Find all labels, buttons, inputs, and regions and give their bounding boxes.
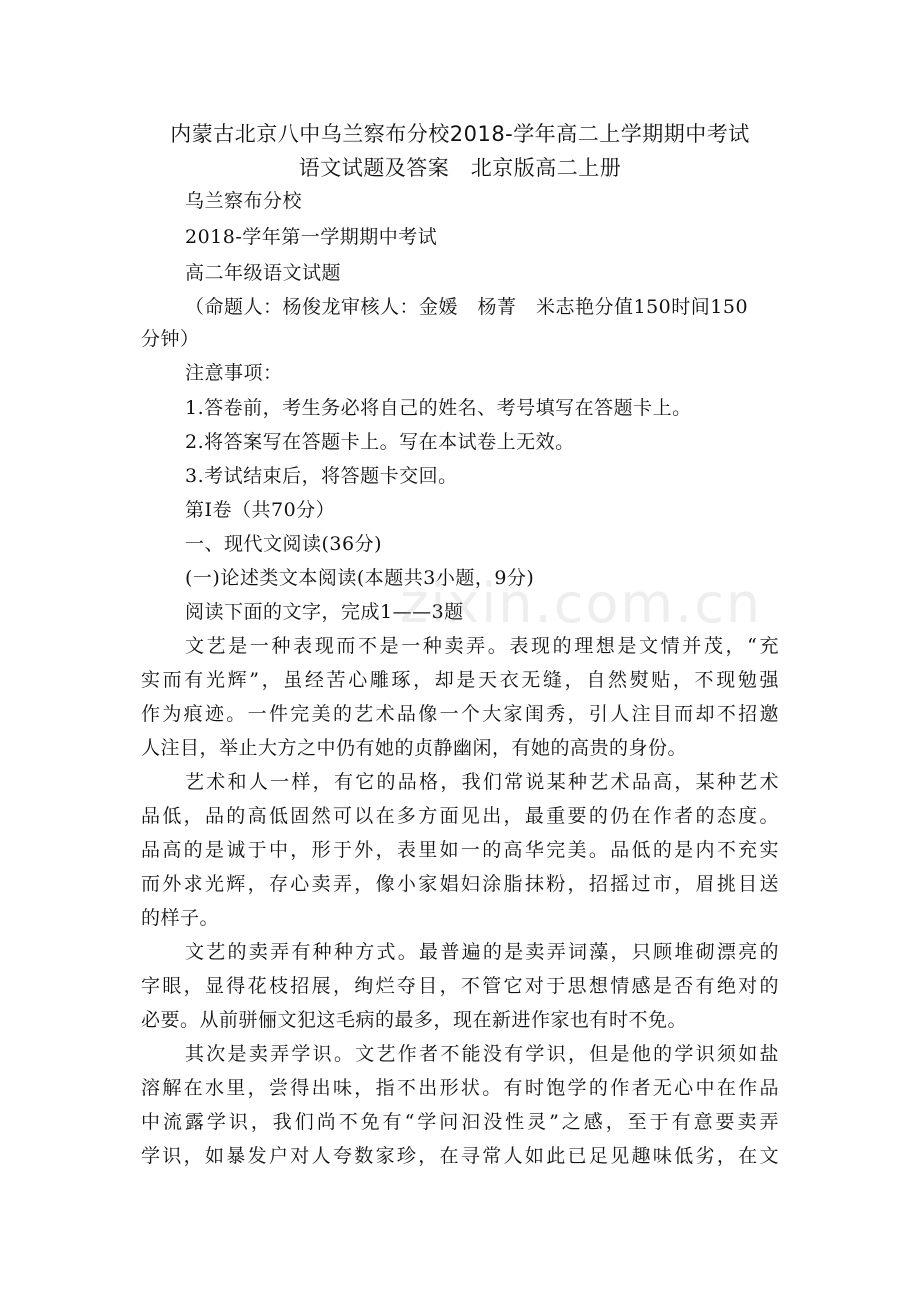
part-heading: 一、现代文阅读(36分) <box>185 533 383 555</box>
article-line: 人注目，举止大方之中仍有她的贞静幽闲，有她的高贵的身份。 <box>141 737 688 759</box>
article-line: 实而有光辉”，虽经苦心雕琢，却是天衣无缝，自然熨贴，不现勉强 <box>141 669 779 691</box>
article-line: 字眼，显得花枝招展，绚烂夺目，不管它对于思想情感是否有绝对的 <box>141 975 779 997</box>
note-item-1: 1.答卷前，考生务必将自己的姓名、考号填写在答题卡上。 <box>185 397 692 419</box>
article-line: 其次是卖弄学识。文艺作者不能没有学识，但是他的学识须如盐 <box>185 1043 779 1065</box>
volume-heading: 第Ⅰ卷（共70分） <box>185 499 336 521</box>
article-line: 学识，如暴发户对人夸数家珍，在寻常人如此已足见趣味低劣，在文 <box>141 1145 779 1167</box>
note-item-3: 3.考试结束后，将答题卡交回。 <box>185 465 458 487</box>
article-line: 艺术和人一样，有它的品格，我们常说某种艺术品高，某种艺术 <box>185 771 779 793</box>
article-line: 必要。从前骈俪文犯这毛病的最多，现在新进作家也有时不免。 <box>141 1009 688 1031</box>
article-line: 溶解在水里，尝得出味，指不出形状。有时饱学的作者无心中在作品 <box>141 1077 779 1099</box>
article-line: 的样子。 <box>141 907 220 929</box>
article-line: 中流露学识，我们尚不免有“学问汩没性灵”之感，至于有意要卖弄 <box>141 1111 779 1133</box>
exam-subject: 高二年级语文试题 <box>185 262 342 284</box>
reading-instruction: 阅读下面的文字，完成1——3题 <box>185 601 464 623</box>
article-line: 作为痕迹。一件完美的艺术品像一个大家闺秀，引人注目而却不招邀 <box>141 703 779 725</box>
watermark: zixin.com.cn <box>400 572 763 635</box>
article-line: 文艺是一种表现而不是一种卖弄。表现的理想是文情并茂，“充 <box>185 635 779 657</box>
exam-name: 2018-学年第一学期期中考试 <box>185 226 438 248</box>
authors-line-1: （命题人：杨俊龙审核人：金媛 杨菁 米志艳分值150时间150 <box>185 296 749 318</box>
article-line: 品低，品的高低固然可以在多方面见出，最重要的仍在作者的态度。 <box>141 805 779 827</box>
subsection-heading: (一)论述类文本阅读(本题共3小题，9分) <box>185 567 535 589</box>
school-name: 乌兰察布分校 <box>185 190 303 212</box>
note-item-2: 2.将答案写在答题卡上。写在本试卷上无效。 <box>185 431 575 453</box>
article-line: 而外求光辉，存心卖弄，像小家娼妇涂脂抹粉，招摇过市，眉挑目送 <box>141 873 779 895</box>
notes-heading: 注意事项： <box>185 362 283 384</box>
document-title-line-1: 内蒙古北京八中乌兰察布分校2018-学年高二上学期期中考试 <box>170 122 750 146</box>
authors-line-2: 分钟） <box>141 328 200 350</box>
document-title-line-2: 语文试题及答案 北京版高二上册 <box>298 156 622 180</box>
article-line: 品高的是诚于中，形于外，表里如一的高华完美。品低的是内不充实 <box>141 839 779 861</box>
article-line: 文艺的卖弄有种种方式。最普遍的是卖弄词藻，只顾堆砌漂亮的 <box>185 941 779 963</box>
